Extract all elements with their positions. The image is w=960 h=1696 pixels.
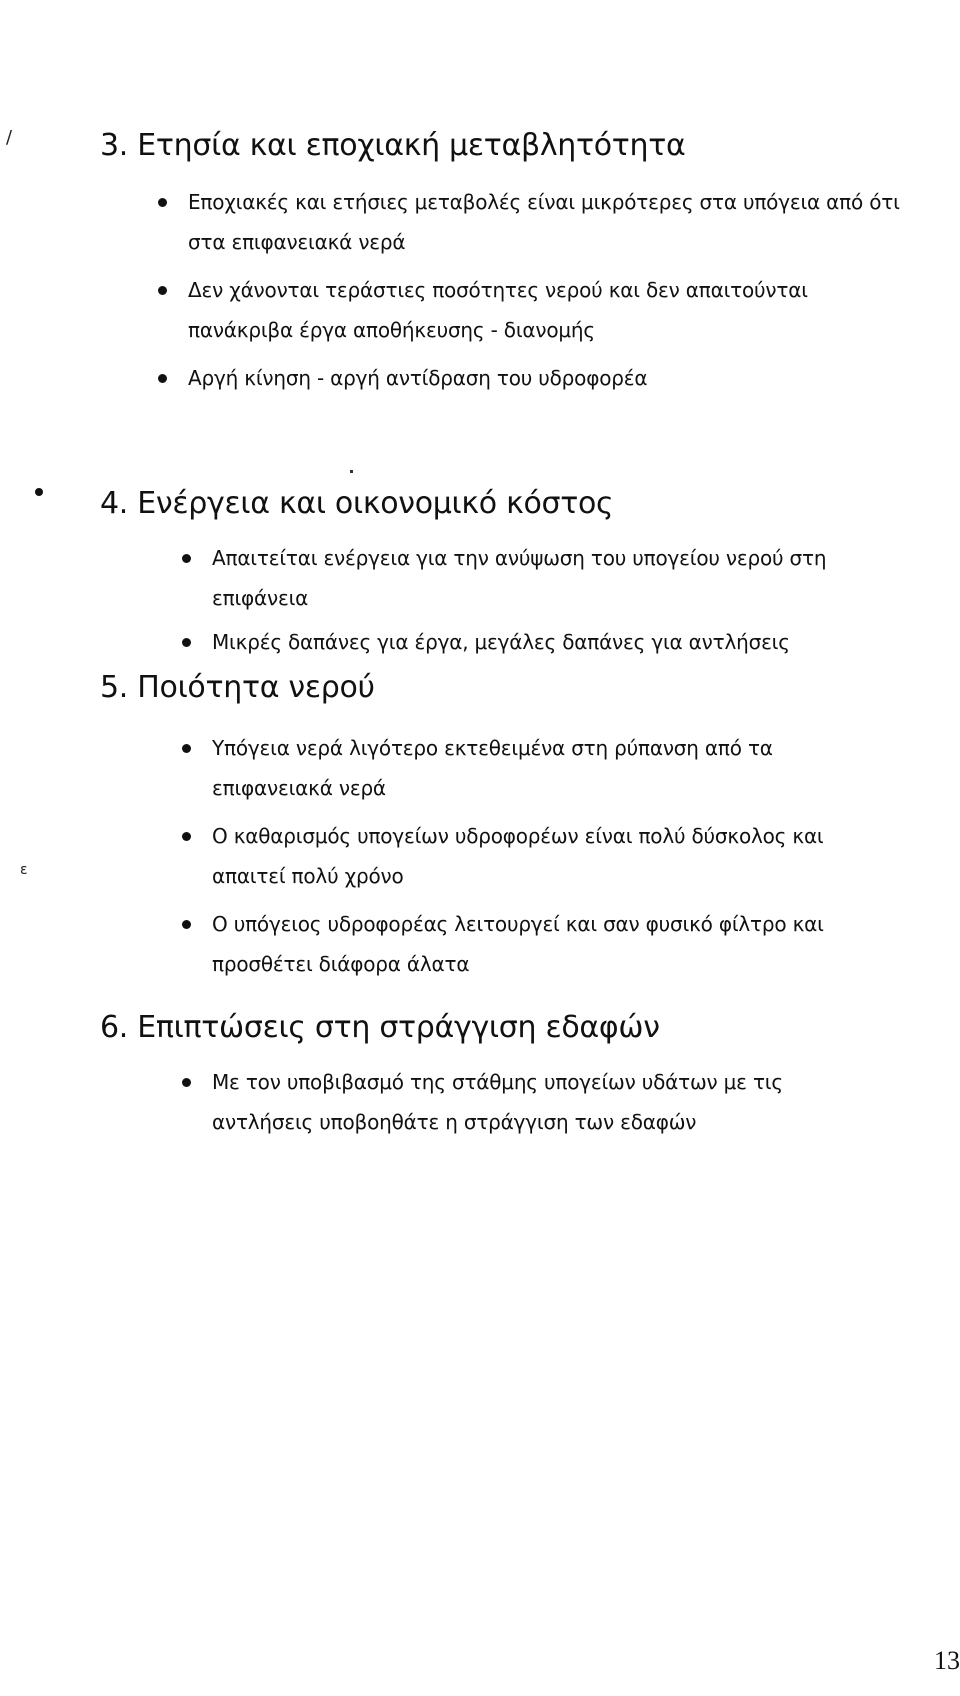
- list-item-text: Ο καθαρισμός υπογείων υδροφορέων είναι πολύ δύσκολος και απαιτεί πολύ χρόνο: [212, 824, 824, 888]
- bullet-icon: [182, 744, 191, 753]
- bullet-icon: [182, 920, 191, 929]
- stray-slash-mark: /: [6, 127, 13, 148]
- section-heading: 4. Ενέργεια και οικονομικό κόστος: [100, 486, 614, 521]
- bullet-list: [182, 728, 842, 984]
- bullet-icon: [182, 1078, 191, 1087]
- section-water-quality: [100, 670, 920, 984]
- list-item: [182, 728, 842, 808]
- section-soil-drainage-effects: [100, 1010, 920, 1142]
- list-item-text: Υπόγεια νερά λιγότερο εκτεθειμένα στη ρύπανση από τα επιφανειακά νερά: [212, 736, 773, 800]
- bullet-list: [182, 538, 920, 662]
- stray-scribble-mark: ε: [20, 862, 28, 878]
- list-item: [158, 182, 918, 262]
- bullet-icon: [158, 374, 167, 383]
- list-item-text: Ο υπόγειος υδροφορέας λειτουργεί και σαν φυσικό φίλτρο και προσθέτει διάφορα άλατα: [212, 912, 824, 976]
- bullet-icon: [182, 832, 191, 841]
- list-item-text: Απαιτείται ενέργεια για την ανύψωση του υπογείου νερού στη επιφάνεια: [212, 546, 827, 610]
- list-item: [182, 1062, 872, 1142]
- list-item: [182, 816, 842, 896]
- section-annual-seasonal-variability: [100, 128, 920, 398]
- list-item-text: Με τον υποβιβασμό της στάθμης υπογείων υδάτων με τις αντλήσεις υποβοηθάτε η στράγγιση των εδαφών: [212, 1070, 783, 1134]
- page-number: 13: [934, 1646, 960, 1675]
- bullet-icon: [182, 554, 191, 563]
- list-item: [158, 270, 918, 350]
- list-item: [158, 358, 918, 398]
- bullet-list: [182, 1062, 872, 1142]
- list-item: [182, 904, 842, 984]
- bullet-icon: [182, 638, 191, 647]
- section-heading: 6. Επιπτώσεις στη στράγγιση εδαφών: [100, 1010, 660, 1045]
- bullet-list: [158, 182, 918, 398]
- list-item-text: Δεν χάνονται τεράστιες ποσότητες νερού και δεν απαιτούνται πανάκριβα έργα αποθήκευσης - διανομής: [188, 278, 808, 342]
- list-item-text: Αργή κίνηση - αργή αντίδραση του υδροφορέα: [188, 366, 648, 390]
- list-item-text: Εποχιακές και ετήσιες μεταβολές είναι μικρότερες στα υπόγεια από ότι στα επιφανειακά νερά: [188, 190, 900, 254]
- bullet-icon: [158, 286, 167, 295]
- list-item-text: Μικρές δαπάνες για έργα, μεγάλες δαπάνες για αντλήσεις: [212, 630, 790, 654]
- section-energy-economic-cost: [100, 486, 920, 662]
- stray-dot-mark: [35, 488, 43, 496]
- section-heading: 3. Ετησία και εποχιακή μεταβλητότητα: [100, 128, 686, 163]
- stray-tick-mark: [350, 470, 353, 473]
- list-item: [182, 622, 920, 662]
- bullet-icon: [158, 198, 167, 207]
- list-item: [182, 538, 920, 618]
- section-heading: 5. Ποιότητα νερού: [100, 670, 375, 705]
